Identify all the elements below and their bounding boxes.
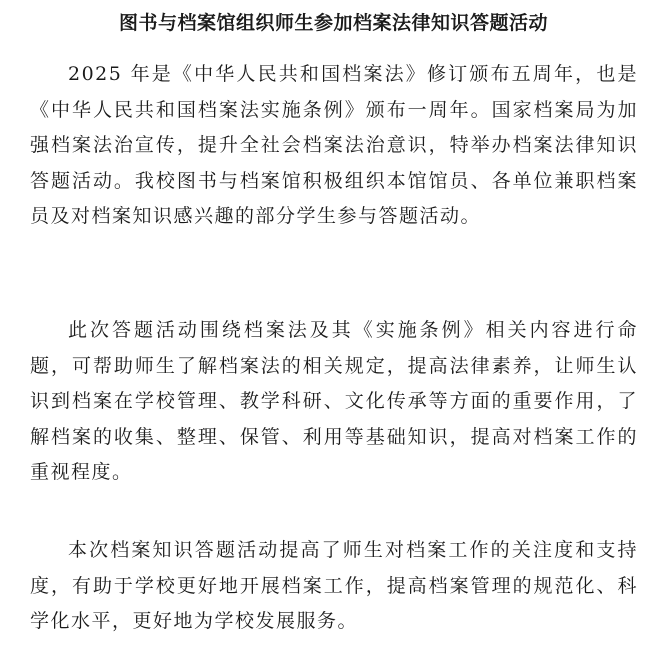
article-paragraph-1: 2025 年是《中华人民共和国档案法》修订颁布五周年，也是《中华人民共和国档案法实施条例》颁布一周年。国家档案局为加强档案法治宣传，提升全社会档案法治意识，特举办档案法律知识答题活动。我校图书与档案馆积极组织本馆馆员、各单位兼职档案员及对档案知识感兴趣的部分学生参与答题活动。	[30, 63, 638, 227]
article-paragraph-2: 此次答题活动围绕档案法及其《实施条例》相关内容进行命题，可帮助师生了解档案法的相关规定，提高法律素养，让师生认识到档案在学校管理、教学科研、文化传承等方面的重要作用，了解档案的收集、整理、保管、利用等基础知识，提高对档案工作的重视程度。	[30, 319, 638, 483]
article-title: 图书与档案馆组织师生参加档案法律知识答题活动	[118, 12, 548, 34]
article-paragraph-3: 本次档案知识答题活动提高了师生对档案工作的关注度和支持度，有助于学校更好地开展档案工作，提高档案管理的规范化、科学化水平，更好地为学校发展服务。	[30, 539, 638, 632]
